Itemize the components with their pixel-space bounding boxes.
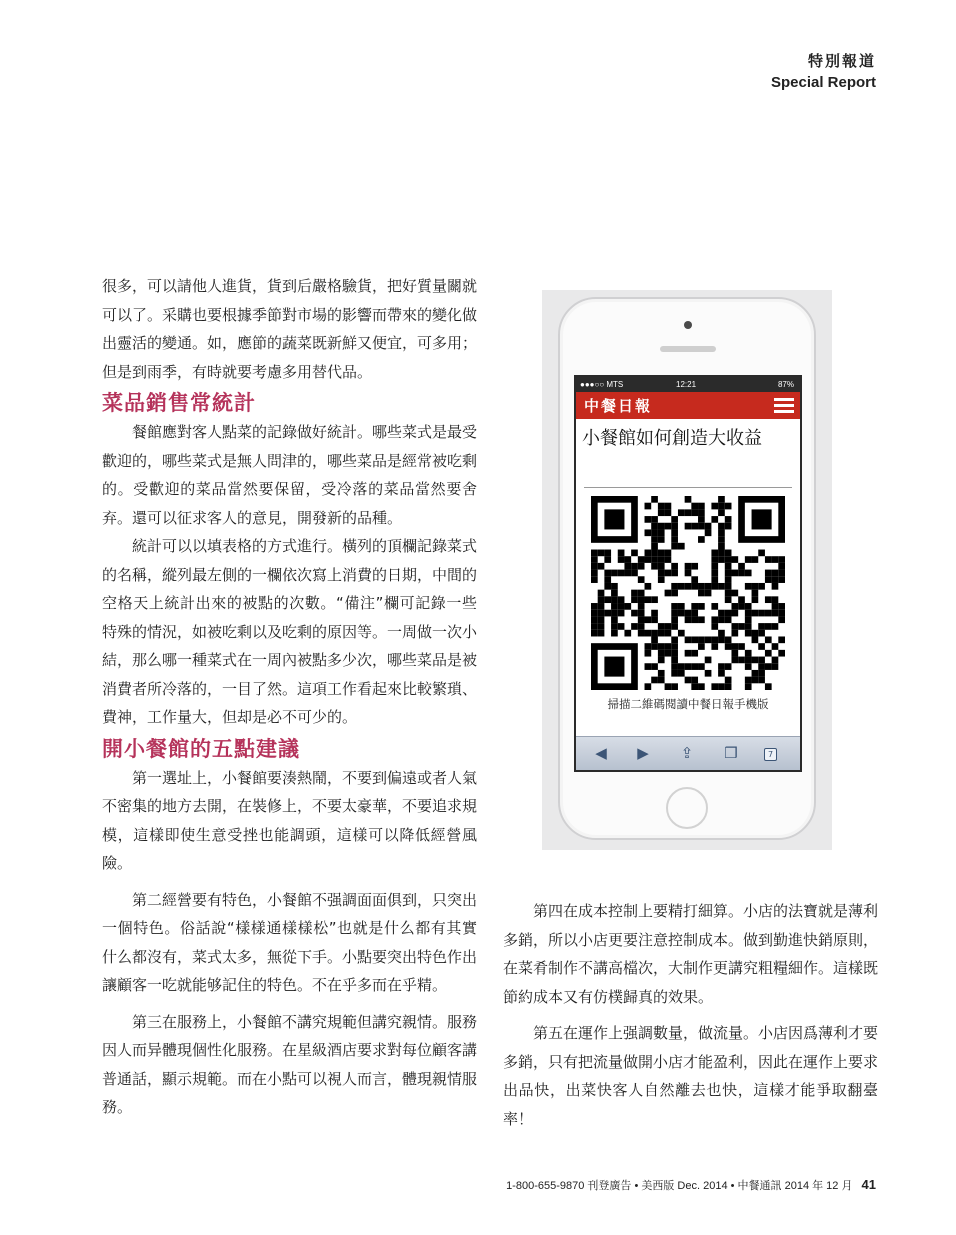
qr-code — [591, 496, 785, 690]
phone-body — [558, 297, 816, 840]
speaker-grille — [660, 346, 716, 352]
paragraph: 餐館應對客人點菜的記錄做好統計。哪些菜式是最受歡迎的，哪些菜式是無人問津的，哪些菜品是經常被吃剩的。受歡迎的菜品當然要保留，受冷落的菜品當然要舍弃。還可以征求客人的意見，開發新的品種。 — [102, 423, 478, 527]
qr-caption: 掃描二維碼閱讀中餐日報手機版 — [607, 697, 769, 711]
paragraph: 第二經營要有特色，小餐館不强調面面俱到，只突出一個特色。俗話說“樣樣通樣樣松”也就是什么都有其實什么都沒有，菜式太多，無從下手。小點要突出特色作出讓顧客一吃就能够記住的特色。不在乎多而在乎精。 — [102, 890, 478, 994]
app-logo: 中餐日報 — [584, 397, 653, 415]
menu-icon[interactable] — [774, 398, 794, 413]
paragraph: 很多，可以請他人進貨，貨到后嚴格驗貨，把好質量關就可以了。采購也要根據季節對市場的影響而帶來的變化做出靈活的變通。如，應節的蔬菜既新鮮又便宜，可多用；但是到雨季，有時就要考慮多用替代品。 — [102, 277, 478, 381]
left-column — [102, 272, 477, 1122]
section-header — [771, 50, 876, 94]
bookmarks-icon[interactable]: ❒ — [724, 744, 738, 762]
forward-icon[interactable]: ▶ — [637, 744, 649, 762]
camera-icon — [684, 321, 692, 329]
paragraph: 第四在成本控制上要精打細算。小店的法寶就是薄利多銷，所以小店更要注意控制成本。做到勤進快銷原則，在菜肴制作不講高檔次，大制作更講究粗糧細作。這樣既節約成本又有仿樸歸真的效果。 — [503, 902, 879, 1006]
page-number: 41 — [861, 1177, 876, 1192]
page-footer — [506, 1177, 876, 1194]
back-icon[interactable]: ◀ — [595, 744, 607, 762]
status-time: 12:21 — [676, 380, 697, 389]
paragraph: 第五在運作上强調數量，做流量。小店因爲薄利才要多銷，只有把流量做開小店才能盈利，因此在運作上要求出品快，出菜快客人自然離去也快，這樣才能爭取翻臺率！ — [503, 1024, 879, 1128]
phone-illustration — [542, 290, 832, 850]
tabs-icon[interactable]: 7 — [764, 748, 777, 761]
paragraph: 統計可以以填表格的方式進行。橫列的頂欄記錄菜式的名稱，縱列最左側的一欄依次寫上消費的日期，中間的空格天上統計出來的被點的次數。“備注”欄可記錄一些特殊的情況，如被吃剩以及吃剩的原因等。一周做一次小結，那么哪一種菜式在一周內被點多少次，哪些菜品是被消費者所冷落的，一目了然。這項工作看起來比較繁瑣、費神，工作量大，但却是必不可少的。 — [102, 537, 478, 726]
home-button[interactable] — [666, 787, 708, 829]
section-title-zh: 特別報道 — [807, 52, 876, 70]
article-title: 小餐館如何創造大收益 — [582, 428, 762, 449]
share-icon[interactable]: ⇪ — [680, 744, 694, 762]
status-bar — [576, 377, 800, 392]
subheading-sales-statistics: 菜品銷售常統計 — [102, 391, 256, 415]
browser-toolbar — [576, 736, 800, 770]
paragraph: 第三在服務上，小餐館不講究規範但講究親情。服務因人而异體現個性化服務。在星級酒店要求對每位顧客講普通話，顯示規範。而在小點可以視人而言，體現親情服務。 — [102, 1012, 478, 1116]
right-column — [503, 897, 878, 1133]
footer-text: 1-800-655-9870 刊登廣告 • 美西版 Dec. 2014 • 中餐通訊 2014 年 12 月 — [506, 1180, 853, 1192]
subheading-five-suggestions: 開小餐館的五點建議 — [102, 736, 300, 761]
battery-level: 87% — [777, 380, 794, 389]
carrier-signal: ●●●○○ MTS — [580, 380, 624, 389]
section-title-en: Special Report — [770, 74, 876, 91]
paragraph: 第一選址上，小餐館要湊熱鬧，不要到偏遠或者人氣不密集的地方去開，在裝修上，不要太豪華，不要追求規模，這樣即使生意受挫也能調頭，這樣可以降低經營風險。 — [102, 768, 478, 872]
app-header — [576, 392, 800, 419]
phone-screen — [574, 375, 802, 772]
divider — [584, 487, 792, 488]
